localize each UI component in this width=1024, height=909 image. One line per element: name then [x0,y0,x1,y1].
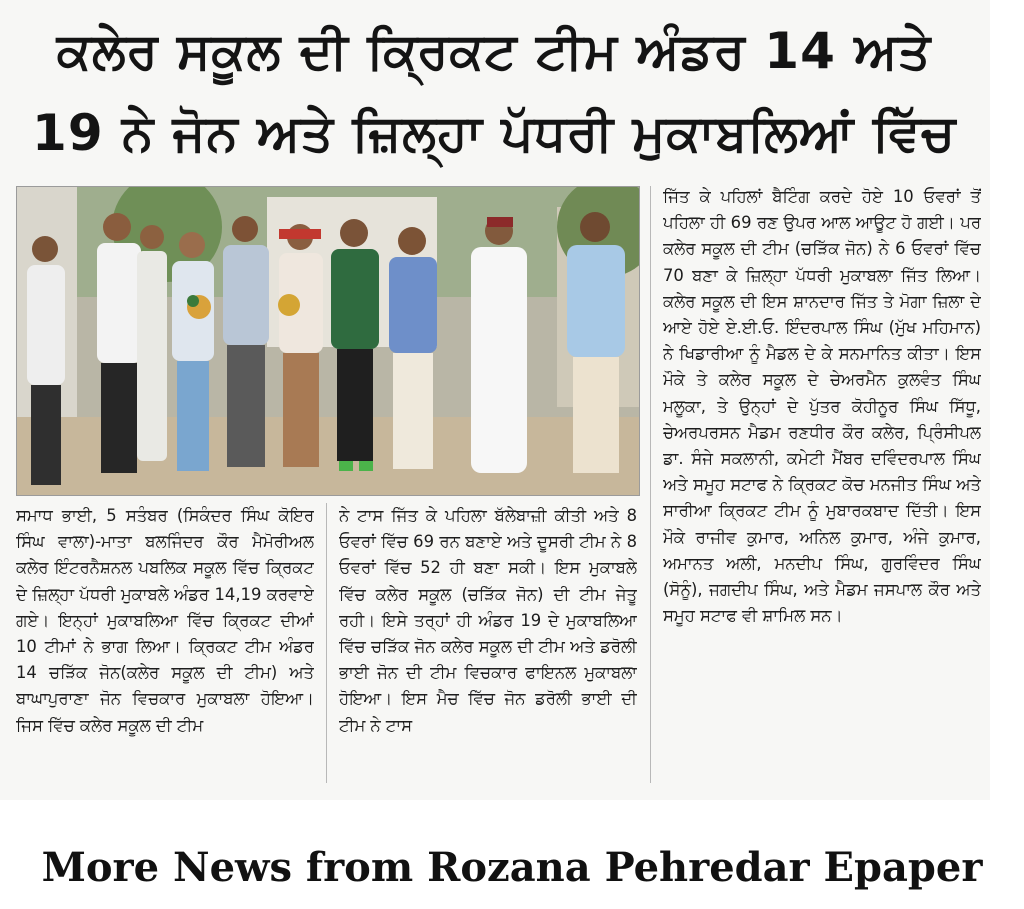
article-column-1: ਸਮਾਧ ਭਾਈ, 5 ਸਤੰਬਰ (ਸਿਕੰਦਰ ਸਿੰਘ ਕੋਇਰ ਸਿੰਘ ਵਾਲਾ)-ਮਾਤਾ ਬਲਜਿੰਦਰ ਕੌਰ ਮੈਮੋਰੀਅਲ ਕਲੇਰ ਇੰਟਰਨੈਸ਼ਨਲ ਪਬਲਿਕ ਸਕੂਲ ਵਿੱਚ ਕ੍ਰਿਕਟ ਦੇ ਜ਼ਿਲ੍ਹਾ ਪੱਧਰੀ ਮੁਕਾਬਲੇ ਅੰਡਰ 14,19 ਕਰਵਾਏ ਗਏ। ਇਨ੍ਹਾਂ ਮੁਕਾਬਲਿਆ ਵਿੱਚ ਕ੍ਰਿਕਟ ਦੀਆਂ 10 ਟੀਮਾਂ ਨੇ ਭਾਗ ਲਿਆ। ਕ੍ਰਿਕਟ ਟੀਮ ਅੰਡਰ 14 ਚੜਿੱਕ ਜੋਨ(ਕਲੇਰ ਸਕੂਲ ਦੀ ਟੀਮ) ਅਤੇ ਬਾਘਾਪੁਰਾਣਾ ਜੋਨ ਵਿਚਕਾਰ ਮੁਕਾਬਲਾ ਹੋਇਆ। ਜਿਸ ਵਿੱਚ ਕਲੇਰ ਸਕੂਲ ਦੀ ਟੀਮ [16,506,314,735]
headline: ਕਲੇਰ ਸਕੂਲ ਦੀ ਕ੍ਰਿਕਟ ਟੀਮ ਅੰਡਰ 14 ਅਤੇ 19 ਨੇ ਜੋਨ ਅਤੇ ਜ਼ਿਲ੍ਹਾ ਪੱਧਰੀ ਮੁਕਾਬਲਿਆਂ ਵਿੱਚ [32,22,956,162]
column-divider [650,186,651,783]
column-divider [326,503,327,783]
event-photo-illustration [17,187,639,495]
article-column-2: ਨੇ ਟਾਸ ਜਿੱਤ ਕੇ ਪਹਿਲਾ ਬੱਲੇਬਾਜ਼ੀ ਕੀਤੀ ਅਤੇ 8 ਓਵਰਾਂ ਵਿੱਚ 69 ਰਨ ਬਣਾਏ ਅਤੇ ਦੂਸਰੀ ਟੀਮ ਨੇ 8 ਓਵਰਾਂ ਵਿੱਚ 52 ਹੀ ਬਣਾ ਸਕੀ। ਇਸ ਮੁਕਾਬਲੇ ਵਿੱਚ ਕਲੇਰ ਸਕੂਲ (ਚੜਿੱਕ ਜੋਨ) ਦੀ ਟੀਮ ਜੇਤੂ ਰਹੀ। ਇਸੇ ਤਰ੍ਹਾਂ ਹੀ ਅੰਡਰ 19 ਦੇ ਮੁਕਾਬਲਿਆ ਵਿੱਚ ਚੜਿੱਕ ਜੋਨ ਕਲੇਰ ਸਕੂਲ ਦੀ ਟੀਮ ਅਤੇ ਡਰੋਲੀ ਭਾਈ ਜੋਨ ਦੀ ਟੀਮ ਵਿਚਕਾਰ ਫਾਇਨਲ ਮੁਕਾਬਲਾ ਹੋਇਆ। ਇਸ ਮੈਚ ਵਿੱਚ ਜੋਨ ਡਰੋਲੀ ਭਾਈ ਦੀ ਟੀਮ ਨੇ ਟਾਸ [339,506,637,735]
event-photo [16,186,640,496]
article-column-3: ਜਿੱਤ ਕੇ ਪਹਿਲਾਂ ਬੈਟਿੰਗ ਕਰਦੇ ਹੋਏ 10 ਓਵਰਾਂ ਤੋਂ ਪਹਿਲਾ ਹੀ 69 ਰਣ ਉਪਰ ਆਲ ਆਊਟ ਹੋ ਗਈ। ਪਰ ਕਲੇਰ ਸਕੂਲ ਦੀ ਟੀਮ (ਚੜਿੱਕ ਜੋਨ) ਨੇ 6 ਓਵਰਾਂ ਵਿੱਚ 70 ਬਣਾ ਕੇ ਜ਼ਿਲ੍ਹਾ ਪੱਧਰੀ ਮੁਕਾਬਲਾ ਜਿੱਤ ਲਿਆ। ਕਲੇਰ ਸਕੂਲ ਦੀ ਇਸ ਸ਼ਾਨਦਾਰ ਜਿੱਤ ਤੇ ਮੋਗਾ ਜ਼ਿਲਾ ਦੇ ਆਏ ਹੋਏ ਏ.ਈ.ਓ. ਇੰਦਰਪਾਲ ਸਿੰਘ (ਮੁੱਖ ਮਹਿਮਾਨ) ਨੇ ਖਿਡਾਰੀਆ ਨੂੰ ਮੈਡਲ ਦੇ ਕੇ ਸਨਮਾਨਿਤ ਕੀਤਾ। ਇਸ ਮੌਕੇ ਤੇ ਕਲੇਰ ਸਕੂਲ ਦੇ ਚੇਅਰਮੈਨ ਕੁਲਵੰਤ ਸਿੰਘ ਮਲੂਕਾ, ਤੇ ਉਨ੍ਹਾਂ ਦੇ ਪੁੱਤਰ ਕੋਹੀਨੂਰ ਸਿੰਘ ਸਿੱਧੂ, ਚੇਅਰਪਰਸਨ ਮੈਡਮ ਰਣਧੀਰ ਕੌਰ ਕਲੇਰ, ਪ੍ਰਿੰਸੀਪਲ ਡਾ. ਸੰਜੇ ਸਕਲਾਨੀ, ਕਮੇਟੀ ਮੈਂਬਰ ਦਵਿੰਦਰਪਾਲ ਸਿੰਘ ਅਤੇ ਸਮੂਹ ਸਟਾਫ ਨੇ ਕ੍ਰਿਕਟ ਕੋਚ ਮਨਜੀਤ ਸਿੰਘ ਅਤੇ ਸਾਰੀਆ ਕ੍ਰਿਕਟ ਟੀਮ ਨੂੰ ਮੁਬਾਰਕਬਾਦ ਦਿੱਤੀ। ਇਸ ਮੌਕੇ ਰਾਜੀਵ ਕੁਮਾਰ, ਅਨਿਲ ਕੁਮਾਰ, ਅੰਜੇ ਕੁਮਾਰ, ਅਮਾਨਤ ਅਲੀ, ਮਨਦੀਪ ਸਿੰਘ, ਗੁਰਵਿੰਦਰ ਸਿੰਘ (ਸੋਨੂੰ), ਜਗਦੀਪ ਸਿੰਘ, ਅਤੇ ਮੈਡਮ ਜਸਪਾਲ ਕੌਰ ਅਤੇ ਸਮੂਹ ਸਟਾਫ ਵੀ ਸ਼ਾਮਿਲ ਸਨ। [663,187,981,626]
epaper-footer-caption: More News from Rozana Pehredar Epaper [41,844,983,891]
